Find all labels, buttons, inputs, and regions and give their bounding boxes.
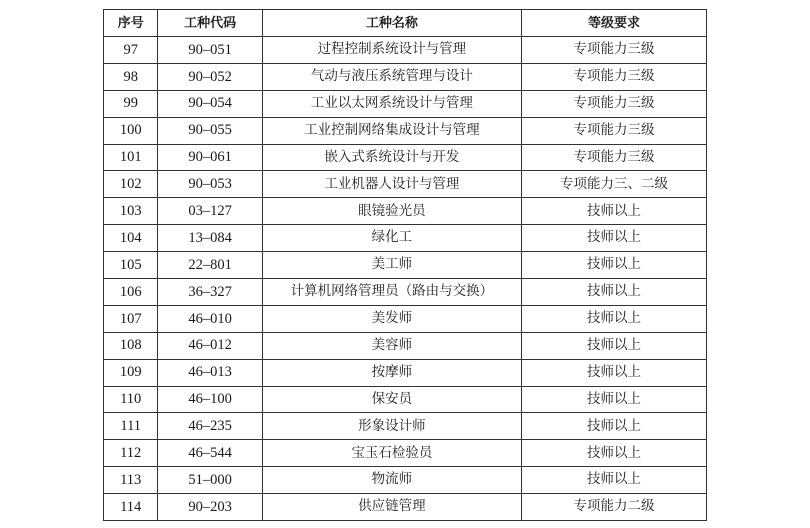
table-row xyxy=(104,332,707,359)
cell-level-requirement: 技师以上 xyxy=(521,440,706,467)
table-row xyxy=(104,467,707,494)
cell-serial-number: 99 xyxy=(104,90,158,117)
cell-occupation-name: 工业控制网络集成设计与管理 xyxy=(262,117,521,144)
table-body xyxy=(104,37,707,521)
cell-serial-number: 100 xyxy=(104,117,158,144)
cell-level-requirement: 专项能力三、二级 xyxy=(521,171,706,198)
cell-occupation-code: 46–012 xyxy=(158,332,262,359)
table-row xyxy=(104,413,707,440)
table-row xyxy=(104,63,707,90)
cell-serial-number: 113 xyxy=(104,467,158,494)
table-row xyxy=(104,171,707,198)
cell-occupation-code: 13–084 xyxy=(158,225,262,252)
table-row xyxy=(104,225,707,252)
table-row xyxy=(104,279,707,306)
table-row xyxy=(104,359,707,386)
cell-level-requirement: 专项能力三级 xyxy=(521,117,706,144)
cell-occupation-code: 90–052 xyxy=(158,63,262,90)
cell-occupation-name: 美工师 xyxy=(262,252,521,279)
cell-occupation-code: 46–010 xyxy=(158,305,262,332)
cell-serial-number: 111 xyxy=(104,413,158,440)
cell-serial-number: 105 xyxy=(104,252,158,279)
cell-occupation-name: 宝玉石检验员 xyxy=(262,440,521,467)
cell-level-requirement: 技师以上 xyxy=(521,467,706,494)
cell-serial-number: 104 xyxy=(104,225,158,252)
cell-occupation-code: 46–235 xyxy=(158,413,262,440)
cell-serial-number: 108 xyxy=(104,332,158,359)
table-header-row xyxy=(104,10,707,37)
cell-occupation-name: 计算机网络管理员（路由与交换） xyxy=(262,279,521,306)
table-row xyxy=(104,198,707,225)
header-level-requirement: 等级要求 xyxy=(521,10,706,37)
cell-serial-number: 114 xyxy=(104,494,158,521)
cell-occupation-name: 过程控制系统设计与管理 xyxy=(262,37,521,64)
table-row xyxy=(104,494,707,521)
cell-serial-number: 101 xyxy=(104,144,158,171)
cell-occupation-code: 46–544 xyxy=(158,440,262,467)
cell-serial-number: 106 xyxy=(104,279,158,306)
cell-level-requirement: 专项能力三级 xyxy=(521,63,706,90)
cell-occupation-name: 工业机器人设计与管理 xyxy=(262,171,521,198)
cell-level-requirement: 技师以上 xyxy=(521,252,706,279)
header-serial-number: 序号 xyxy=(104,10,158,37)
cell-level-requirement: 技师以上 xyxy=(521,225,706,252)
header-occupation-code: 工种代码 xyxy=(158,10,262,37)
cell-serial-number: 107 xyxy=(104,305,158,332)
cell-level-requirement: 技师以上 xyxy=(521,386,706,413)
cell-level-requirement: 专项能力三级 xyxy=(521,90,706,117)
cell-serial-number: 102 xyxy=(104,171,158,198)
occupation-table xyxy=(103,9,707,521)
occupation-table-container xyxy=(103,9,707,521)
cell-occupation-code: 90–203 xyxy=(158,494,262,521)
cell-occupation-name: 供应链管理 xyxy=(262,494,521,521)
table-row xyxy=(104,440,707,467)
cell-occupation-code: 90–055 xyxy=(158,117,262,144)
cell-serial-number: 98 xyxy=(104,63,158,90)
table-row xyxy=(104,305,707,332)
header-occupation-name: 工种名称 xyxy=(262,10,521,37)
cell-level-requirement: 技师以上 xyxy=(521,359,706,386)
table-row xyxy=(104,252,707,279)
cell-occupation-code: 36–327 xyxy=(158,279,262,306)
cell-occupation-name: 按摩师 xyxy=(262,359,521,386)
cell-serial-number: 112 xyxy=(104,440,158,467)
cell-occupation-name: 气动与液压系统管理与设计 xyxy=(262,63,521,90)
cell-occupation-name: 美容师 xyxy=(262,332,521,359)
cell-occupation-code: 90–053 xyxy=(158,171,262,198)
cell-occupation-name: 眼镜验光员 xyxy=(262,198,521,225)
table-row xyxy=(104,386,707,413)
cell-occupation-code: 51–000 xyxy=(158,467,262,494)
table-row xyxy=(104,90,707,117)
cell-occupation-name: 绿化工 xyxy=(262,225,521,252)
cell-occupation-name: 物流师 xyxy=(262,467,521,494)
table-row xyxy=(104,117,707,144)
cell-occupation-code: 46–013 xyxy=(158,359,262,386)
cell-level-requirement: 技师以上 xyxy=(521,332,706,359)
cell-level-requirement: 专项能力二级 xyxy=(521,494,706,521)
cell-occupation-code: 46–100 xyxy=(158,386,262,413)
cell-occupation-name: 工业以太网系统设计与管理 xyxy=(262,90,521,117)
table-row xyxy=(104,144,707,171)
cell-serial-number: 97 xyxy=(104,37,158,64)
cell-occupation-name: 形象设计师 xyxy=(262,413,521,440)
cell-occupation-code: 90–054 xyxy=(158,90,262,117)
cell-level-requirement: 技师以上 xyxy=(521,198,706,225)
cell-occupation-name: 美发师 xyxy=(262,305,521,332)
cell-serial-number: 103 xyxy=(104,198,158,225)
cell-occupation-name: 保安员 xyxy=(262,386,521,413)
cell-serial-number: 110 xyxy=(104,386,158,413)
cell-level-requirement: 专项能力三级 xyxy=(521,144,706,171)
cell-occupation-code: 90–051 xyxy=(158,37,262,64)
cell-occupation-code: 90–061 xyxy=(158,144,262,171)
cell-occupation-code: 03–127 xyxy=(158,198,262,225)
cell-level-requirement: 技师以上 xyxy=(521,305,706,332)
cell-level-requirement: 专项能力三级 xyxy=(521,37,706,64)
cell-level-requirement: 技师以上 xyxy=(521,279,706,306)
cell-occupation-name: 嵌入式系统设计与开发 xyxy=(262,144,521,171)
table-row xyxy=(104,37,707,64)
cell-level-requirement: 技师以上 xyxy=(521,413,706,440)
cell-serial-number: 109 xyxy=(104,359,158,386)
cell-occupation-code: 22–801 xyxy=(158,252,262,279)
